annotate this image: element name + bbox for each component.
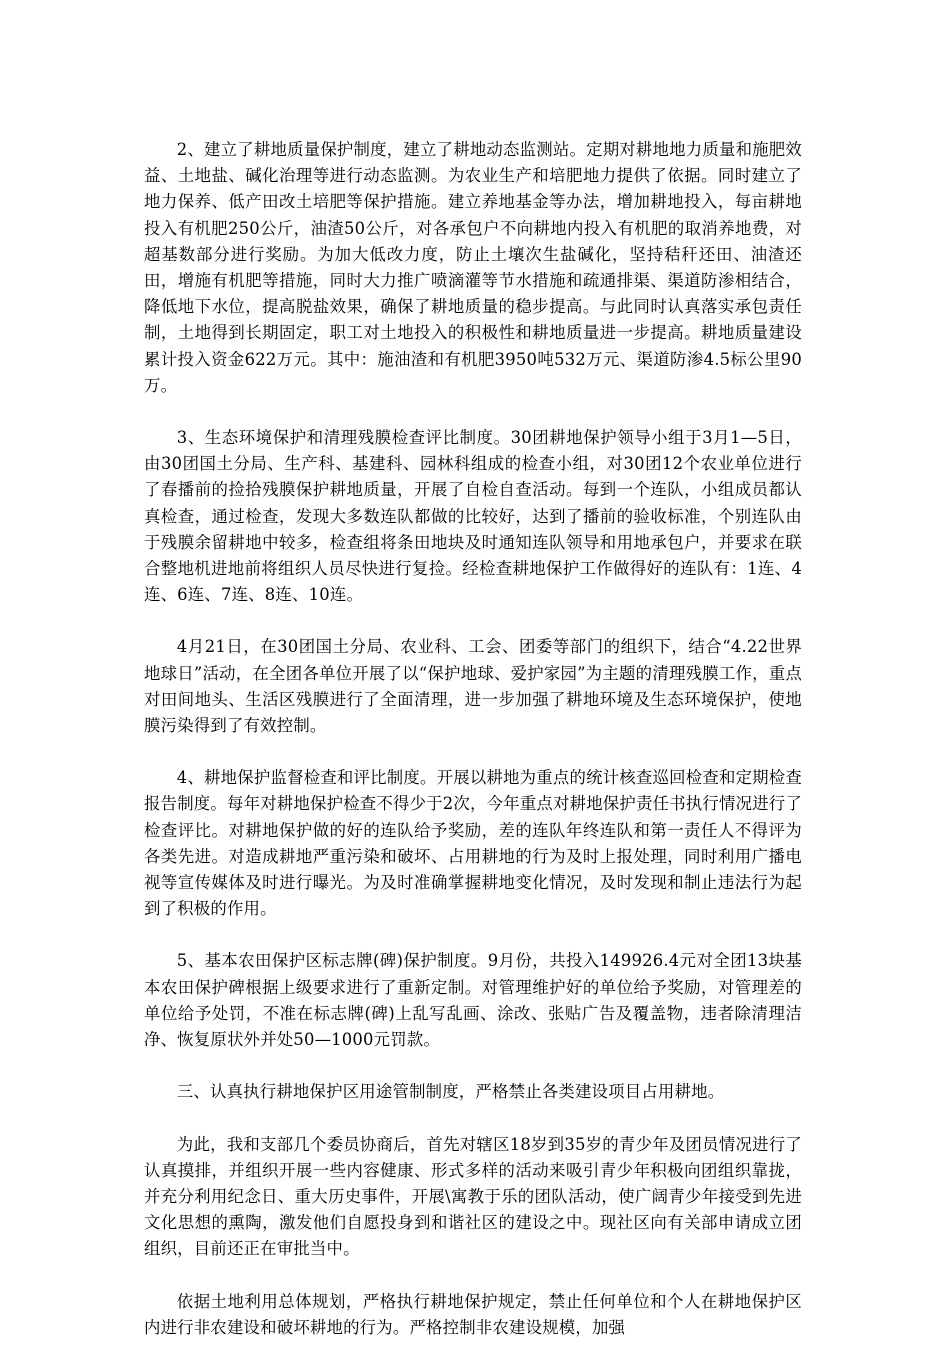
paragraph-supervision-inspection: 4、耕地保护监督检查和评比制度。开展以耕地为重点的统计核查巡回检查和定期检查报告制度。每年对耕地保护检查不得少于2次，今年重点对耕地保护责任书执行情况进行了检查评比。对耕地保护做的好的连队给予奖励，差的连队年终连队和第一责任人不得评为各类先进。对造成耕地严重污染和破坏、占用耕地的行为及时上报处理，同时利用广播电视等宣传媒体及时进行曝光。为及时准确掌握耕地变化情况，及时发现和制止违法行为起到了积极的作用。 (144, 768, 802, 919)
paragraph-land-use-planning: 依据土地利用总体规划，严格执行耕地保护规定，禁止任何单位和个人在耕地保护区内进行非农建设和破坏耕地的行为。严格控制非农建设规模，加强 (144, 1291, 802, 1337)
paragraph-earth-day-activity: 4月21日，在30团国土分局、农业科、工会、团委等部门的组织下，结合“4.22世界地球日”活动，在全团各单位开展了以“保护地球、爱护家园”为主题的清理残膜工作，重点对田间地头、生活区残膜进行了全面清理，进一步加强了耕地环境及生态环境保护，使地膜污染得到了有效控制。 (144, 637, 802, 736)
paragraph-section-three-heading: 三、认真执行耕地保护区用途管制制度，严格禁止各类建设项目占用耕地。 (176, 1082, 725, 1102)
document-page (144, 137, 802, 1367)
paragraph-farmland-signboard: 5、基本农田保护区标志牌(碑)保护制度。9月份，共投入149926.4元对全团13块基本农田保护碑根据上级要求进行了重新定制。对管理维护好的单位给予奖励，对管理差的单位给予处罚，不准在标志牌(碑)上乱写乱画、涂改、张贴广告及覆盖物，违者除清理洁净、恢复原状外并处50—1000元罚款。 (144, 951, 802, 1050)
paragraph-quality-protection: 2、建立了耕地质量保护制度，建立了耕地动态监测站。定期对耕地地力质量和施肥效益、土地盐、碱化治理等进行动态监测。为农业生产和培肥地力提供了依据。同时建立了地力保养、低产田改土培肥等保护措施。建立养地基金等办法，增加耕地投入，每亩耕地投入有机肥250公斤，油渣50公斤，对各承包户不向耕地内投入有机肥的取消养地费，对超基数部分进行奖励。为加大低改力度，防止土壤次生盐碱化，坚持秸秆还田、油渣还田，增施有机肥等措施，同时大力推广喷滴灌等节水措施和疏通排渠、渠道防渗相结合，降低地下水位，提高脱盐效果，确保了耕地质量的稳步提高。与此同时认真落实承包责任制，土地得到长期固定，职工对土地投入的积极性和耕地质量进一步提高。耕地质量建设累计投入资金622万元。其中：施油渣和有机肥3950吨532万元、渠道防渗4.5标公里90万。 (144, 140, 802, 395)
paragraph-youth-league: 为此，我和支部几个委员协商后，首先对辖区18岁到35岁的青少年及团员情况进行了认真摸排，并组织开展一些内容健康、形式多样的活动来吸引青少年积极向团组织靠拢，并充分利用纪念日、重大历史事件，开展\寓教于乐的团队活动，使广阔青少年接受到先进文化思想的熏陶，激发他们自愿投身到和谐社区的建设之中。现社区向有关部申请成立团组织，目前还正在审批当中。 (144, 1134, 802, 1259)
paragraph-residual-film-inspection: 3、生态环境保护和清理残膜检查评比制度。30团耕地保护领导小组于3月1—5日，由30团国土分局、生产科、基建科、园林科组成的检查小组，对30团12个农业单位进行了春播前的捡拾残膜保护耕地质量，开展了自检自查活动。每到一个连队，小组成员都认真检查，通过检查，发现大多数连队都做的比较好，达到了播前的验收标准，个别连队由于残膜余留耕地中较多，检查组将条田地块及时通知连队领导和用地承包户，并要求在联合整地机进地前将组织人员尽快进行复捡。经检查耕地保护工作做得好的连队有：1连、4连、6连、7连、8连、10连。 (144, 428, 802, 605)
